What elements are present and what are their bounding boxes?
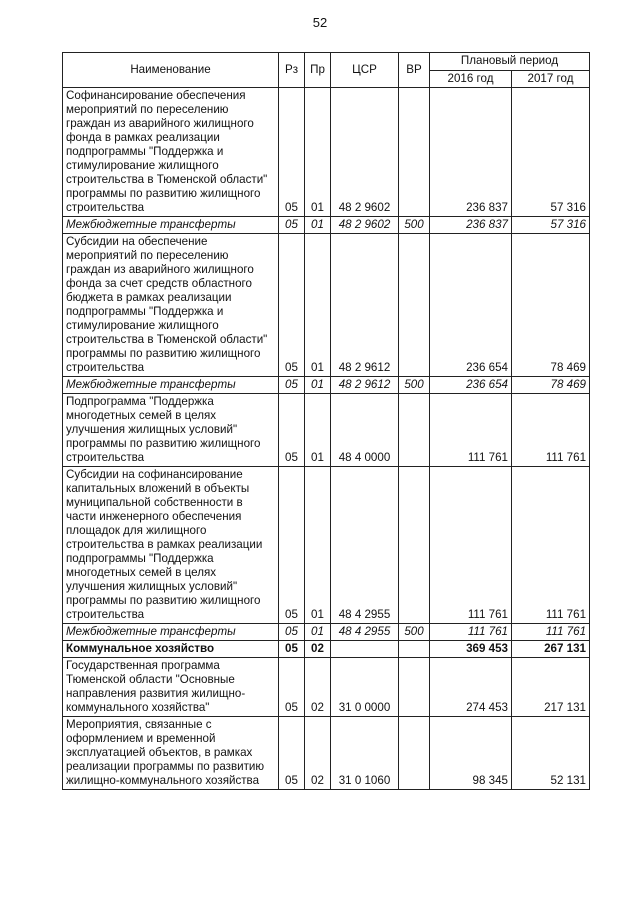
row-vr (399, 88, 430, 217)
table-row (63, 217, 590, 234)
header-year-2016: 2016 год (430, 70, 512, 88)
row-rz: 05 (279, 658, 305, 717)
row-amount-2017: 111 761 (512, 394, 590, 467)
header-csr: ЦСР (331, 53, 399, 88)
table-row (63, 658, 590, 717)
row-rz: 05 (279, 377, 305, 394)
row-csr (331, 641, 399, 658)
row-name: Субсидии на обеспечение мероприятий по переселению граждан из аварийного жилищного фонда за счет средств областного бюджета в рамках реализации подпрограммы "Поддержка и стимулирование жилищного строительства в Тюменской области" программы по развитию жилищного строительства (63, 234, 279, 377)
row-rz: 05 (279, 717, 305, 790)
header-year-2017: 2017 год (512, 70, 590, 88)
row-rz: 05 (279, 624, 305, 641)
table-row (63, 641, 590, 658)
row-amount-2016: 236 837 (430, 88, 512, 217)
page-number: 52 (312, 15, 328, 30)
row-amount-2017: 57 316 (512, 88, 590, 217)
row-amount-2016: 236 654 (430, 377, 512, 394)
row-csr: 48 2 9602 (331, 217, 399, 234)
row-pr: 01 (305, 234, 331, 377)
row-amount-2017: 52 131 (512, 717, 590, 790)
header-vr: ВР (399, 53, 430, 88)
row-name: Мероприятия, связанные с оформлением и временной эксплуатацией объектов, в рамках реализации программы по развитию жилищно-коммунального хозяйства (63, 717, 279, 790)
row-pr: 02 (305, 717, 331, 790)
row-csr: 48 4 2955 (331, 624, 399, 641)
row-amount-2016: 111 761 (430, 467, 512, 624)
row-pr: 01 (305, 88, 331, 217)
row-amount-2017: 217 131 (512, 658, 590, 717)
row-vr (399, 658, 430, 717)
row-name: Межбюджетные трансферты (63, 217, 279, 234)
row-vr (399, 717, 430, 790)
row-csr: 48 2 9602 (331, 88, 399, 217)
row-csr: 31 0 0000 (331, 658, 399, 717)
row-csr: 48 4 0000 (331, 394, 399, 467)
header-name: Наименование (63, 53, 279, 88)
row-name: Государственная программа Тюменской области "Основные направления развития жилищно-коммунального хозяйства" (63, 658, 279, 717)
row-vr (399, 467, 430, 624)
row-rz: 05 (279, 88, 305, 217)
row-amount-2017: 57 316 (512, 217, 590, 234)
table-row (63, 377, 590, 394)
table-row (63, 717, 590, 790)
row-name: Коммунальное хозяйство (63, 641, 279, 658)
row-csr: 31 0 1060 (331, 717, 399, 790)
row-pr: 02 (305, 658, 331, 717)
row-amount-2016: 236 837 (430, 217, 512, 234)
row-amount-2017: 111 761 (512, 467, 590, 624)
row-pr: 01 (305, 624, 331, 641)
header-pr: Пр (305, 53, 331, 88)
row-pr: 01 (305, 217, 331, 234)
table-body (63, 88, 590, 790)
row-pr: 01 (305, 394, 331, 467)
row-rz: 05 (279, 234, 305, 377)
header-planned-period: Плановый период (430, 53, 590, 71)
row-pr: 01 (305, 467, 331, 624)
table-row (63, 88, 590, 217)
row-csr: 48 4 2955 (331, 467, 399, 624)
row-rz: 05 (279, 467, 305, 624)
row-rz: 05 (279, 217, 305, 234)
row-amount-2017: 111 761 (512, 624, 590, 641)
row-amount-2016: 236 654 (430, 234, 512, 377)
table-row (63, 394, 590, 467)
row-vr (399, 394, 430, 467)
row-name: Софинансирование обеспечения мероприятий по переселению граждан из аварийного жилищного фонда в рамках реализации подпрограммы "Поддержка и стимулирование жилищного строительства в Тюменской области" программы по развитию жилищного строительства (63, 88, 279, 217)
row-amount-2016: 111 761 (430, 394, 512, 467)
row-amount-2016: 111 761 (430, 624, 512, 641)
row-amount-2017: 78 469 (512, 377, 590, 394)
row-name: Субсидии на софинансирование капитальных вложений в объекты муниципальной собственности в части инженерного обеспечения площадок для жилищного строительства в рамках реализации подпрограммы "Поддержка многодетных семей в целях улучшения жилищных условий" программы по развитию жилищного строительства (63, 467, 279, 624)
row-vr: 500 (399, 624, 430, 641)
row-vr: 500 (399, 377, 430, 394)
row-name: Подпрограмма "Поддержка многодетных семей в целях улучшения жилищных условий" программы по развитию жилищного строительства (63, 394, 279, 467)
row-rz: 05 (279, 641, 305, 658)
row-pr: 01 (305, 377, 331, 394)
row-csr: 48 2 9612 (331, 377, 399, 394)
table-header (63, 53, 590, 88)
table-row (63, 624, 590, 641)
row-amount-2017: 78 469 (512, 234, 590, 377)
row-rz: 05 (279, 394, 305, 467)
row-amount-2016: 274 453 (430, 658, 512, 717)
row-pr: 02 (305, 641, 331, 658)
row-amount-2016: 98 345 (430, 717, 512, 790)
row-amount-2016: 369 453 (430, 641, 512, 658)
row-name: Межбюджетные трансферты (63, 377, 279, 394)
table-row (63, 234, 590, 377)
row-vr (399, 641, 430, 658)
row-amount-2017: 267 131 (512, 641, 590, 658)
budget-table (62, 52, 590, 790)
row-name: Межбюджетные трансферты (63, 624, 279, 641)
table-row (63, 467, 590, 624)
row-vr (399, 234, 430, 377)
header-rz: Рз (279, 53, 305, 88)
row-csr: 48 2 9612 (331, 234, 399, 377)
row-vr: 500 (399, 217, 430, 234)
